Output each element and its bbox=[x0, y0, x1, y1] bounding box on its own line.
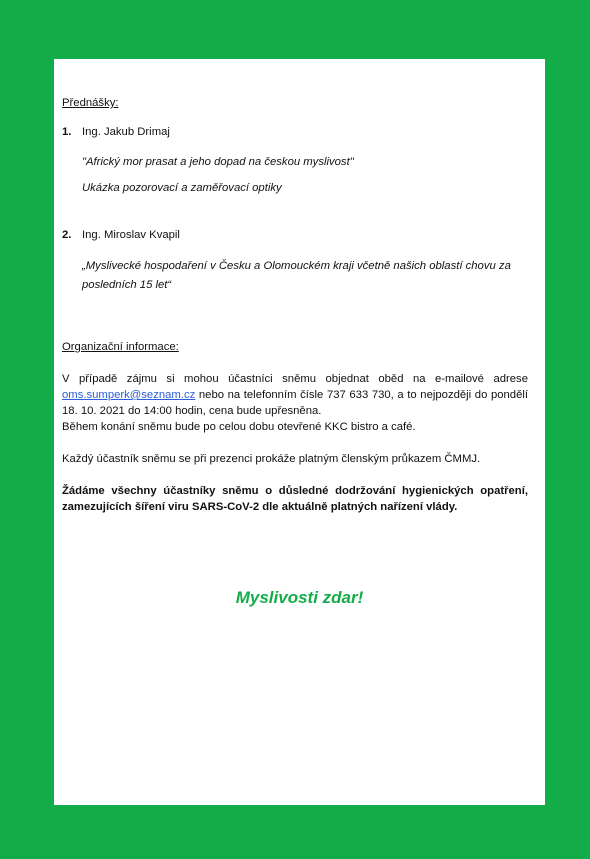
lecture-1-title: "Africký mor prasat a jeho dopad na českou myslivost" bbox=[82, 156, 354, 168]
lecture-2-speaker: Ing. Miroslav Kvapil bbox=[82, 229, 180, 241]
lecture-1-subtitle: Ukázka pozorovací a zaměřovací optiky bbox=[82, 182, 282, 194]
lunch-order-deadline-text: nebo na telefonním čísle 737 633 730, a to nejpozději do pondělí 18. 10. 2021 do 14:00 hodin, cena bude upřesněna. bbox=[62, 389, 529, 417]
lecture-2 bbox=[62, 227, 528, 243]
document-page bbox=[54, 59, 545, 805]
organization-heading: Organizační informace: bbox=[62, 341, 179, 353]
lecture-1-number: 1. bbox=[62, 126, 72, 138]
lecture-2-number: 2. bbox=[62, 229, 72, 241]
lecture-2-title-continued: posledních 15 let“ bbox=[82, 279, 172, 291]
lunch-order-paragraph bbox=[62, 371, 528, 419]
email-link[interactable]: oms.sumperk@seznam.cz bbox=[62, 389, 196, 401]
lunch-order-text: V případě zájmu si mohou účastníci sněmu objednat oběd na e-mailové adrese bbox=[62, 373, 528, 385]
lecture-1 bbox=[62, 124, 528, 140]
hygiene-notice: Žádáme všechny účastníky sněmu o důsledné dodržování hygienických opatření, zamezujících šíření viru SARS-CoV-2 dle aktuálně platných nařízení vlády. bbox=[62, 485, 528, 513]
lectures-heading: Přednášky: bbox=[62, 97, 119, 109]
document-content bbox=[62, 95, 528, 515]
membership-card-paragraph: Každý účastník sněmu se při prezenci prokáže platným členským průkazem ČMMJ. bbox=[62, 453, 481, 465]
lecture-1-speaker: Ing. Jakub Drimaj bbox=[82, 126, 170, 138]
lecture-2-title: „Myslivecké hospodaření v Česku a Olomouckém kraji včetně našich oblastí chovu za bbox=[82, 260, 511, 272]
bistro-paragraph: Během konání sněmu bude po celou dobu otevřené KKC bistro a café. bbox=[62, 421, 416, 433]
closing-greeting: Myslivosti zdar! bbox=[235, 588, 364, 607]
